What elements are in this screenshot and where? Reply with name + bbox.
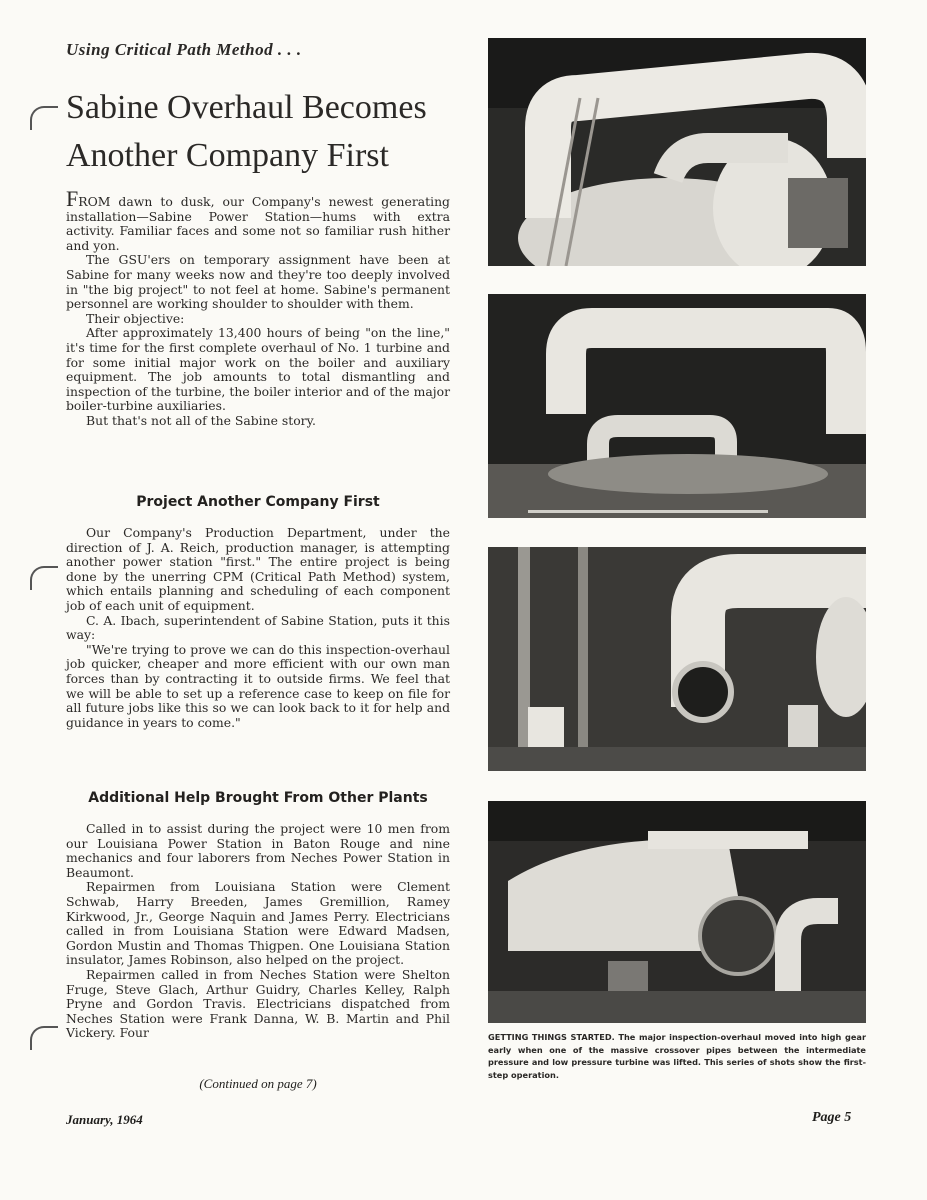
section-heading-1: Project Another Company First bbox=[136, 494, 380, 510]
section1-paragraph: C. A. Ibach, superintendent of Sabine Station, puts it this way: bbox=[66, 612, 450, 643]
section2-text bbox=[66, 822, 450, 1041]
page-number: Page 5 bbox=[812, 1110, 852, 1125]
photo-caption: GETTING THINGS STARTED. The major inspection-overhaul moved into high gear early when one of the massive crossover pipes between the intermediate pressure and low pressure turbine was lifted. This series of shots show the first-step operation. bbox=[488, 1032, 866, 1080]
section-heading-2: Additional Help Brought From Other Plants bbox=[88, 790, 428, 806]
intro-paragraph: FROM dawn to dusk, our Company's newest generating installation—Sabine Power Station—hums with extra activity. Familiar faces and some not so familiar rush hither and yon. bbox=[66, 186, 450, 253]
intro-text bbox=[66, 186, 450, 429]
intro-paragraph: After approximately 13,400 hours of being "on the line," it's time for the first complete overhaul of No. 1 turbine and for some initial major work on the boiler and auxiliary equipment. The job amounts to total dismantling and inspection of the turbine, the boiler interior and of the major boiler-turbine auxiliaries. bbox=[66, 325, 450, 414]
photo-turbine-casing bbox=[488, 801, 866, 1023]
section2-paragraph: Called in to assist during the project were 10 men from our Louisiana Power Station in Baton Rouge and nine mechanics and four laborers from Neches Power Station in Beaumont. bbox=[66, 821, 450, 880]
photo-crossover-pipe-2 bbox=[488, 294, 866, 518]
punch-hole-mark bbox=[30, 106, 58, 130]
photo-crossover-pipe-1 bbox=[488, 38, 866, 266]
section1-paragraph: "We're trying to prove we can do this inspection-overhaul job quicker, cheaper and more efficient with our own man forces than by contracting it to outside firms. We feel that we will be able to set up a reference case to keep on file for all future jobs like this so we can look back to it for help and guidance in years to come." bbox=[66, 641, 450, 730]
headline: Sabine Overhaul Becomes Another Company First bbox=[66, 89, 427, 174]
punch-hole-mark bbox=[30, 566, 58, 590]
issue-date: January, 1964 bbox=[66, 1112, 143, 1127]
intro-paragraph: But that's not all of the Sabine story. bbox=[86, 412, 316, 428]
kicker: Using Critical Path Method . . . bbox=[66, 40, 302, 59]
section2-paragraph: Repairmen from Louisiana Station were Clement Schwab, Harry Breeden, James Gremillion, Ramey Kirkwood, Jr., George Naquin and James Perry. Electricians called in from Louisiana Station were Edward Madsen, Gordon Mustin and Thomas Thigpen. One Louisiana Station insulator, James Robinson, also helped on the project. bbox=[66, 879, 450, 968]
section1-paragraph: Our Company's Production Department, under the direction of J. A. Reich, production manager, is attempting another power station "first." The entire project is being done by the unerring CPM (Critical Path Method) system, which entails planning and scheduling of each component job of each unit of equipment. bbox=[66, 525, 450, 613]
drop-cap: F bbox=[66, 186, 79, 211]
intro-paragraph: Their objective: bbox=[86, 310, 185, 326]
photo-crossover-pipe-3 bbox=[488, 547, 866, 771]
continued-note: (Continued on page 7) bbox=[199, 1076, 317, 1091]
intro-paragraph: The GSU'ers on temporary assignment have been at Sabine for many weeks now and they're too deeply involved in "the big project" to not feel at home. Sabine's permanent personnel are working shoulder to shoulder with them. bbox=[66, 252, 450, 312]
section2-paragraph: Repairmen called in from Neches Station were Shelton Fruge, Steve Glach, Arthur Guidry, Charles Kelley, Ralph Pryne and Gordon Travis. Electricians dispatched from Neches Station were Frank Danna, W. B. Martin and Phil Vickery. Four bbox=[66, 966, 450, 1041]
section1-text bbox=[66, 526, 450, 730]
punch-hole-mark bbox=[30, 1026, 58, 1050]
